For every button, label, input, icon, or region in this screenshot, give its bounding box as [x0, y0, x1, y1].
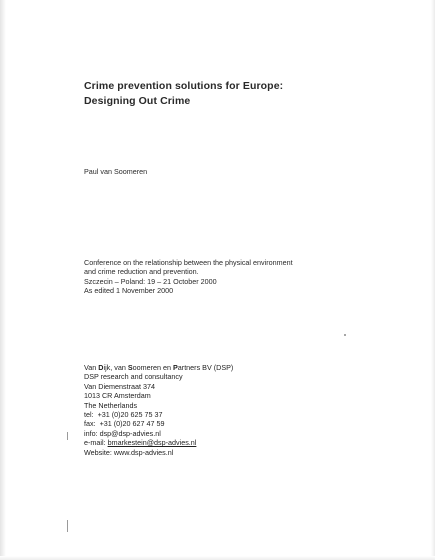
conference-location-date: Szczecin – Poland: 19 – 21 October 2000: [84, 276, 217, 286]
contact-block: [84, 363, 233, 457]
scan-artifact-mark: [67, 432, 68, 440]
phone-number: tel: +31 (0)20 625 75 37: [84, 410, 163, 420]
email-line: e-mail: bmarkestein@dsp-advies.nl: [84, 438, 197, 448]
edit-date: As edited 1 November 2000: [84, 285, 174, 295]
scan-artifact-speck: [344, 334, 346, 336]
email-link[interactable]: bmarkestein@dsp-advies.nl: [107, 438, 197, 448]
website-line: Website: www.dsp-advies.nl: [84, 447, 174, 457]
address-city: 1013 CR Amsterdam: [84, 391, 151, 401]
scan-shadow-bottom: [0, 556, 435, 560]
scan-shadow-right: [431, 0, 435, 560]
company-name: Van Dijk, van Soomeren en Partners BV (DSP): [84, 363, 234, 372]
conference-line: and crime reduction and prevention.: [84, 267, 199, 277]
address-street: Van Diemenstraat 374: [84, 381, 155, 391]
address-country: The Netherlands: [84, 400, 138, 410]
scan-shadow-left: [0, 0, 6, 560]
document-subtitle-line: Designing Out Crime: [84, 95, 191, 107]
company-division: DSP research and consultancy: [84, 372, 183, 382]
scan-artifact-mark: [67, 520, 68, 532]
document-author: Paul van Soomeren: [84, 167, 148, 176]
conference-line: Conference on the relationship between the physical environment: [84, 258, 293, 267]
document-title-line: Crime prevention solutions for Europe:: [84, 80, 284, 92]
conference-info: [84, 258, 293, 295]
fax-number: fax: +31 (0)20 627 47 59: [84, 419, 165, 429]
info-email: info: dsp@dsp-advies.nl: [84, 428, 161, 438]
document-title: [84, 79, 283, 109]
